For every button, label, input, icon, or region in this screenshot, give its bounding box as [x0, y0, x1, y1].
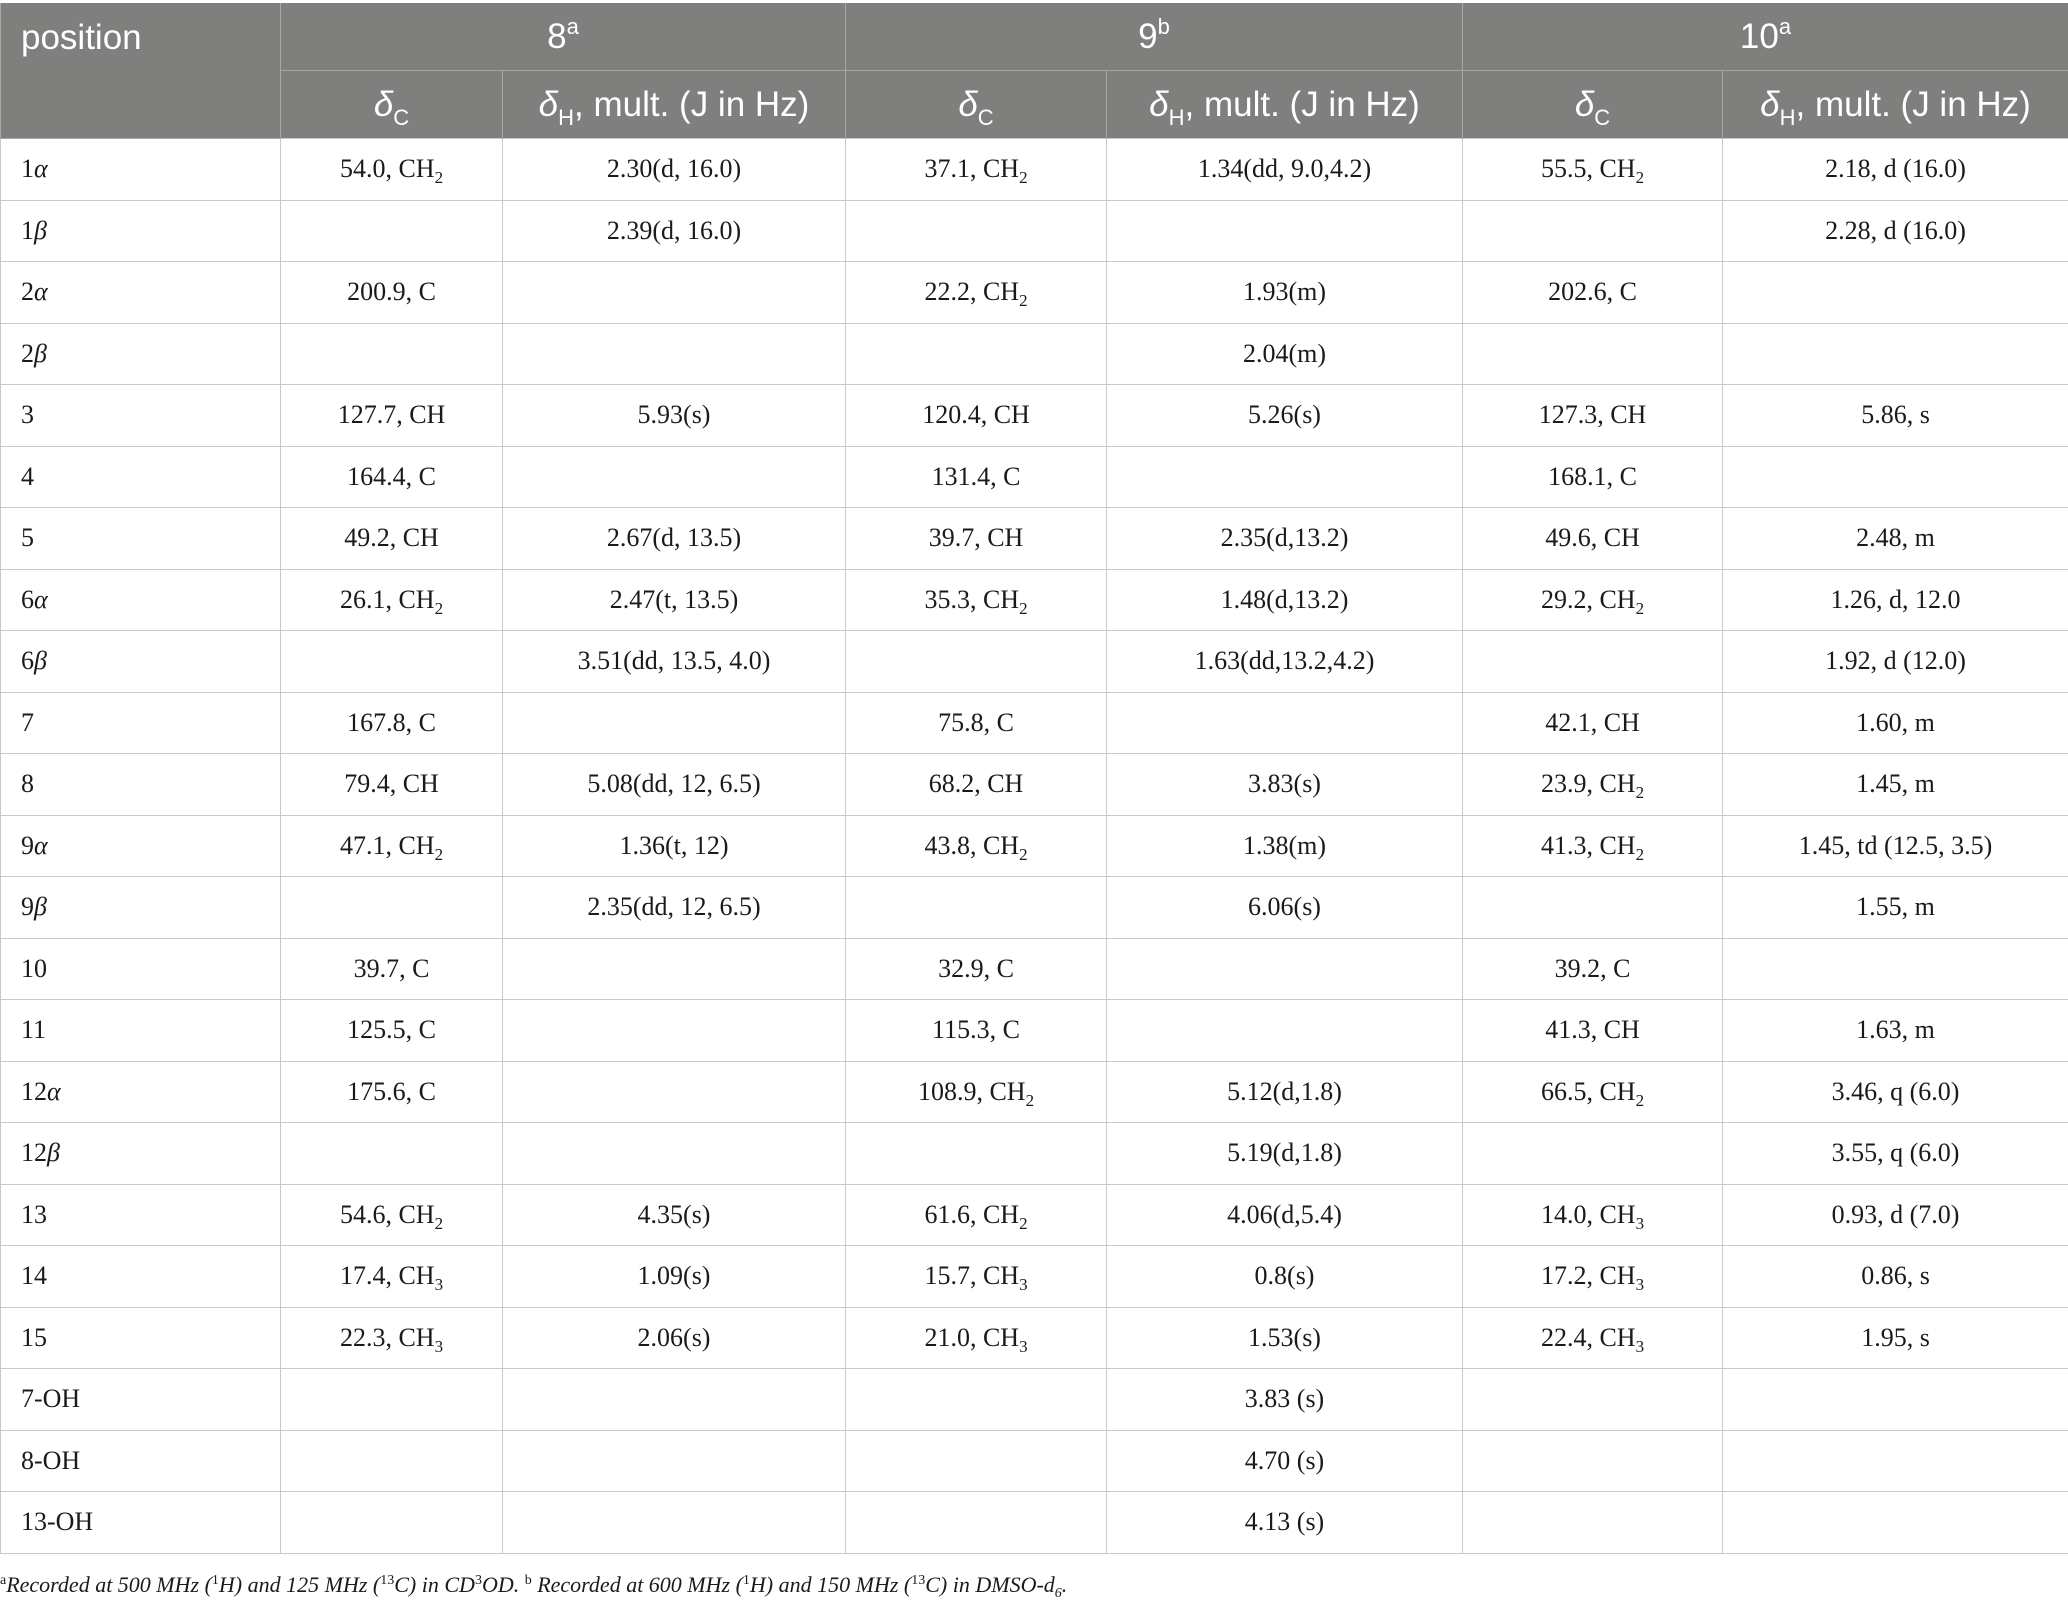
compound-9-carbon-cell: 21.0, $CH_3$	[846, 1307, 1107, 1369]
position-cell: 6α	[1, 569, 281, 631]
compound-8-carbon-cell	[281, 1369, 503, 1431]
table-row	[1, 1061, 2068, 1123]
compound-10-carbon-cell: 22.4, $CH_3$	[1463, 1307, 1723, 1369]
table-row	[1, 1000, 2068, 1062]
table-row	[1, 200, 2068, 262]
compound-10-proton-cell	[1723, 1430, 2068, 1492]
compound-10-proton-cell: 0.93, d (7.0)	[1723, 1184, 2068, 1246]
header-row-compounds	[1, 3, 2068, 71]
compound-9-proton-cell: 2.35(d,13.2)	[1107, 508, 1463, 570]
table-row	[1, 1184, 2068, 1246]
compound-8-carbon-cell: 79.4, CH	[281, 754, 503, 816]
table-row	[1, 508, 2068, 570]
delta-h-header: $\delta_H$, mult. (J in Hz)	[1723, 71, 2068, 139]
compound-9-proton-cell: 5.26(s)	[1107, 385, 1463, 447]
compound-9-proton-cell: 5.19(d,1.8)	[1107, 1123, 1463, 1185]
compound-9-carbon-cell	[846, 1430, 1107, 1492]
position-cell: 12α	[1, 1061, 281, 1123]
compound-10-proton-cell: 1.45, m	[1723, 754, 2068, 816]
table-row	[1, 815, 2068, 877]
compound-10-carbon-cell: 127.3, CH	[1463, 385, 1723, 447]
table-row	[1, 323, 2068, 385]
compound-8-carbon-cell	[281, 877, 503, 939]
compound-10-carbon-cell: 41.3, CH	[1463, 1000, 1723, 1062]
position-cell: 12β	[1, 1123, 281, 1185]
compound-8-proton-cell	[503, 692, 846, 754]
compound-8-carbon-cell: 26.1, $CH_2$	[281, 569, 503, 631]
compound-9-carbon-cell: 35.3, $CH_2$	[846, 569, 1107, 631]
compound-9-carbon-cell	[846, 877, 1107, 939]
position-cell: 4	[1, 446, 281, 508]
compound-9-proton-cell: 6.06(s)	[1107, 877, 1463, 939]
compound-8-carbon-cell: 54.0, $CH_2$	[281, 139, 503, 201]
delta-c-header: $\delta_C$	[1463, 71, 1723, 139]
compound-8-carbon-cell: 125.5, C	[281, 1000, 503, 1062]
compound-8-proton-cell	[503, 446, 846, 508]
compound-9-carbon-cell: 68.2, CH	[846, 754, 1107, 816]
table-row	[1, 1123, 2068, 1185]
position-cell: 7	[1, 692, 281, 754]
compound-10-proton-cell	[1723, 938, 2068, 1000]
compound-8-proton-cell: 5.08(dd, 12, 6.5)	[503, 754, 846, 816]
compound-8-proton-cell	[503, 1430, 846, 1492]
compound-8-carbon-cell: 54.6, $CH_2$	[281, 1184, 503, 1246]
compound-10-header: 10$^a$	[1463, 3, 2068, 71]
compound-8-proton-cell	[503, 938, 846, 1000]
compound-9-carbon-cell: 120.4, CH	[846, 385, 1107, 447]
compound-9-carbon-cell: 115.3, C	[846, 1000, 1107, 1062]
table-row	[1, 446, 2068, 508]
compound-9-header: 9$^b$	[846, 3, 1463, 71]
nmr-data-table	[0, 3, 2068, 1554]
compound-10-carbon-cell	[1463, 1430, 1723, 1492]
compound-10-carbon-cell: 39.2, C	[1463, 938, 1723, 1000]
table-row	[1, 385, 2068, 447]
compound-8-carbon-cell: 175.6, C	[281, 1061, 503, 1123]
compound-10-proton-cell: 1.55, m	[1723, 877, 2068, 939]
compound-9-proton-cell: 4.70 (s)	[1107, 1430, 1463, 1492]
compound-9-proton-cell: 3.83 (s)	[1107, 1369, 1463, 1431]
compound-9-proton-cell: 1.53(s)	[1107, 1307, 1463, 1369]
compound-8-proton-cell	[503, 1369, 846, 1431]
compound-8-carbon-cell: 164.4, C	[281, 446, 503, 508]
table-row	[1, 1369, 2068, 1431]
delta-h-header: $\delta_H$, mult. (J in Hz)	[503, 71, 846, 139]
table-row	[1, 692, 2068, 754]
compound-10-proton-cell: 2.18, d (16.0)	[1723, 139, 2068, 201]
compound-8-proton-cell: 1.36(t, 12)	[503, 815, 846, 877]
compound-10-proton-cell: 3.46, q (6.0)	[1723, 1061, 2068, 1123]
compound-9-carbon-cell: 61.6, $CH_2$	[846, 1184, 1107, 1246]
table-row	[1, 631, 2068, 693]
table-row	[1, 877, 2068, 939]
compound-8-proton-cell: 2.35(dd, 12, 6.5)	[503, 877, 846, 939]
compound-8-carbon-cell	[281, 1123, 503, 1185]
position-cell: 5	[1, 508, 281, 570]
compound-9-proton-cell	[1107, 200, 1463, 262]
compound-10-proton-cell: 2.48, m	[1723, 508, 2068, 570]
compound-9-carbon-cell: 39.7, CH	[846, 508, 1107, 570]
compound-10-carbon-cell: 41.3, $CH_2$	[1463, 815, 1723, 877]
compound-8-carbon-cell: 127.7, CH	[281, 385, 503, 447]
compound-10-proton-cell: 2.28, d (16.0)	[1723, 200, 2068, 262]
compound-8-proton-cell: 2.67(d, 13.5)	[503, 508, 846, 570]
compound-9-proton-cell	[1107, 692, 1463, 754]
compound-10-proton-cell: 1.92, d (12.0)	[1723, 631, 2068, 693]
compound-10-proton-cell	[1723, 1369, 2068, 1431]
compound-8-proton-cell	[503, 1492, 846, 1554]
compound-9-proton-cell: 2.04(m)	[1107, 323, 1463, 385]
compound-8-carbon-cell	[281, 323, 503, 385]
compound-10-proton-cell	[1723, 323, 2068, 385]
compound-10-proton-cell	[1723, 262, 2068, 324]
compound-9-carbon-cell	[846, 631, 1107, 693]
compound-8-proton-cell	[503, 1123, 846, 1185]
compound-8-proton-cell	[503, 262, 846, 324]
table-row	[1, 1246, 2068, 1308]
compound-8-proton-cell	[503, 1061, 846, 1123]
position-cell: 2β	[1, 323, 281, 385]
compound-8-header: 8$^a$	[281, 3, 846, 71]
compound-10-proton-cell: 5.86, s	[1723, 385, 2068, 447]
compound-10-proton-cell	[1723, 446, 2068, 508]
position-cell: 7-OH	[1, 1369, 281, 1431]
position-cell: 8	[1, 754, 281, 816]
compound-9-proton-cell	[1107, 938, 1463, 1000]
compound-9-proton-cell: 1.63(dd,13.2,4.2)	[1107, 631, 1463, 693]
position-cell: 3	[1, 385, 281, 447]
compound-9-carbon-cell	[846, 1123, 1107, 1185]
compound-9-carbon-cell: 75.8, C	[846, 692, 1107, 754]
position-cell: 6β	[1, 631, 281, 693]
position-cell: 1β	[1, 200, 281, 262]
compound-9-proton-cell: 1.48(d,13.2)	[1107, 569, 1463, 631]
compound-8-carbon-cell: 200.9, C	[281, 262, 503, 324]
compound-9-carbon-cell	[846, 1369, 1107, 1431]
position-cell: 1α	[1, 139, 281, 201]
compound-9-carbon-cell: 43.8, $CH_2$	[846, 815, 1107, 877]
table-row	[1, 1492, 2068, 1554]
position-cell: 11	[1, 1000, 281, 1062]
compound-9-carbon-cell: 37.1, $CH_2$	[846, 139, 1107, 201]
compound-8-carbon-cell: 17.4, $CH_3$	[281, 1246, 503, 1308]
position-cell: 9α	[1, 815, 281, 877]
table-row	[1, 139, 2068, 201]
compound-9-carbon-cell: 15.7, $CH_3$	[846, 1246, 1107, 1308]
compound-8-carbon-cell: 167.8, C	[281, 692, 503, 754]
table-footnote: $^a$Recorded at 500 MHz ($^1$H) and 125 MHz ($^{13}$C) in $CD^3OD$. $^b$ Recorded at 600 MHz ($^1$H) and 150 MHz ($^{13}$C) in DMSO-$d_6$.	[0, 1572, 1068, 1601]
compound-10-proton-cell: 1.63, m	[1723, 1000, 2068, 1062]
compound-8-carbon-cell: 39.7, C	[281, 938, 503, 1000]
delta-c-header: $\delta_C$	[846, 71, 1107, 139]
table-body	[1, 139, 2068, 1554]
compound-10-carbon-cell: 23.9, $CH_2$	[1463, 754, 1723, 816]
compound-8-proton-cell: 1.09(s)	[503, 1246, 846, 1308]
position-cell: 8-OH	[1, 1430, 281, 1492]
position-cell: 14	[1, 1246, 281, 1308]
compound-8-carbon-cell	[281, 200, 503, 262]
table-row	[1, 754, 2068, 816]
compound-10-carbon-cell: 42.1, CH	[1463, 692, 1723, 754]
compound-10-proton-cell: 0.86, s	[1723, 1246, 2068, 1308]
compound-9-carbon-cell: 22.2, $CH_2$	[846, 262, 1107, 324]
table-row	[1, 1430, 2068, 1492]
compound-9-proton-cell: 1.38(m)	[1107, 815, 1463, 877]
compound-10-carbon-cell	[1463, 631, 1723, 693]
compound-10-carbon-cell: 17.2, $CH_3$	[1463, 1246, 1723, 1308]
compound-9-carbon-cell: 131.4, C	[846, 446, 1107, 508]
compound-8-carbon-cell	[281, 1492, 503, 1554]
compound-10-carbon-cell	[1463, 1492, 1723, 1554]
compound-10-carbon-cell: 55.5, $CH_2$	[1463, 139, 1723, 201]
compound-8-carbon-cell: 49.2, CH	[281, 508, 503, 570]
compound-9-carbon-cell	[846, 1492, 1107, 1554]
compound-9-carbon-cell	[846, 200, 1107, 262]
delta-h-header: $\delta_H$, mult. (J in Hz)	[1107, 71, 1463, 139]
compound-10-carbon-cell	[1463, 200, 1723, 262]
compound-10-proton-cell: 1.45, td (12.5, 3.5)	[1723, 815, 2068, 877]
compound-8-proton-cell: 3.51(dd, 13.5, 4.0)	[503, 631, 846, 693]
compound-9-carbon-cell: 32.9, C	[846, 938, 1107, 1000]
position-cell: 13-OH	[1, 1492, 281, 1554]
table-row	[1, 569, 2068, 631]
compound-9-proton-cell: 5.12(d,1.8)	[1107, 1061, 1463, 1123]
compound-8-proton-cell	[503, 323, 846, 385]
compound-8-carbon-cell: 22.3, $CH_3$	[281, 1307, 503, 1369]
compound-9-carbon-cell: 108.9, $CH_2$	[846, 1061, 1107, 1123]
compound-10-carbon-cell: 29.2, $CH_2$	[1463, 569, 1723, 631]
delta-c-header: $\delta_C$	[281, 71, 503, 139]
compound-10-carbon-cell	[1463, 1123, 1723, 1185]
compound-10-carbon-cell: 14.0, $CH_3$	[1463, 1184, 1723, 1246]
position-cell: 15	[1, 1307, 281, 1369]
position-header: position	[1, 3, 281, 139]
compound-8-carbon-cell	[281, 631, 503, 693]
compound-8-proton-cell: 5.93(s)	[503, 385, 846, 447]
compound-8-carbon-cell	[281, 1430, 503, 1492]
compound-10-proton-cell: 1.95, s	[1723, 1307, 2068, 1369]
position-cell: 2α	[1, 262, 281, 324]
compound-10-carbon-cell	[1463, 877, 1723, 939]
compound-9-proton-cell	[1107, 446, 1463, 508]
compound-8-proton-cell: 4.35(s)	[503, 1184, 846, 1246]
compound-10-proton-cell: 1.60, m	[1723, 692, 2068, 754]
compound-9-proton-cell: 4.13 (s)	[1107, 1492, 1463, 1554]
compound-10-carbon-cell: 49.6, CH	[1463, 508, 1723, 570]
compound-10-carbon-cell	[1463, 323, 1723, 385]
compound-8-proton-cell	[503, 1000, 846, 1062]
table-row	[1, 1307, 2068, 1369]
compound-8-carbon-cell: 47.1, $CH_2$	[281, 815, 503, 877]
compound-10-carbon-cell: 202.6, C	[1463, 262, 1723, 324]
compound-10-carbon-cell: 168.1, C	[1463, 446, 1723, 508]
table-row	[1, 938, 2068, 1000]
compound-10-carbon-cell: 66.5, $CH_2$	[1463, 1061, 1723, 1123]
compound-9-proton-cell: 3.83(s)	[1107, 754, 1463, 816]
position-cell: 13	[1, 1184, 281, 1246]
compound-9-proton-cell: 1.34(dd, 9.0,4.2)	[1107, 139, 1463, 201]
table-row	[1, 262, 2068, 324]
header-row-subcolumns	[1, 71, 2068, 139]
compound-10-carbon-cell	[1463, 1369, 1723, 1431]
compound-9-proton-cell: 1.93(m)	[1107, 262, 1463, 324]
compound-8-proton-cell: 2.39(d, 16.0)	[503, 200, 846, 262]
compound-10-proton-cell: 1.26, d, 12.0	[1723, 569, 2068, 631]
compound-9-carbon-cell	[846, 323, 1107, 385]
compound-8-proton-cell: 2.30(d, 16.0)	[503, 139, 846, 201]
compound-10-proton-cell	[1723, 1492, 2068, 1554]
compound-8-proton-cell: 2.06(s)	[503, 1307, 846, 1369]
compound-9-proton-cell	[1107, 1000, 1463, 1062]
compound-8-proton-cell: 2.47(t, 13.5)	[503, 569, 846, 631]
position-cell: 10	[1, 938, 281, 1000]
compound-9-proton-cell: 4.06(d,5.4)	[1107, 1184, 1463, 1246]
compound-9-proton-cell: 0.8(s)	[1107, 1246, 1463, 1308]
position-cell: 9β	[1, 877, 281, 939]
compound-10-proton-cell: 3.55, q (6.0)	[1723, 1123, 2068, 1185]
